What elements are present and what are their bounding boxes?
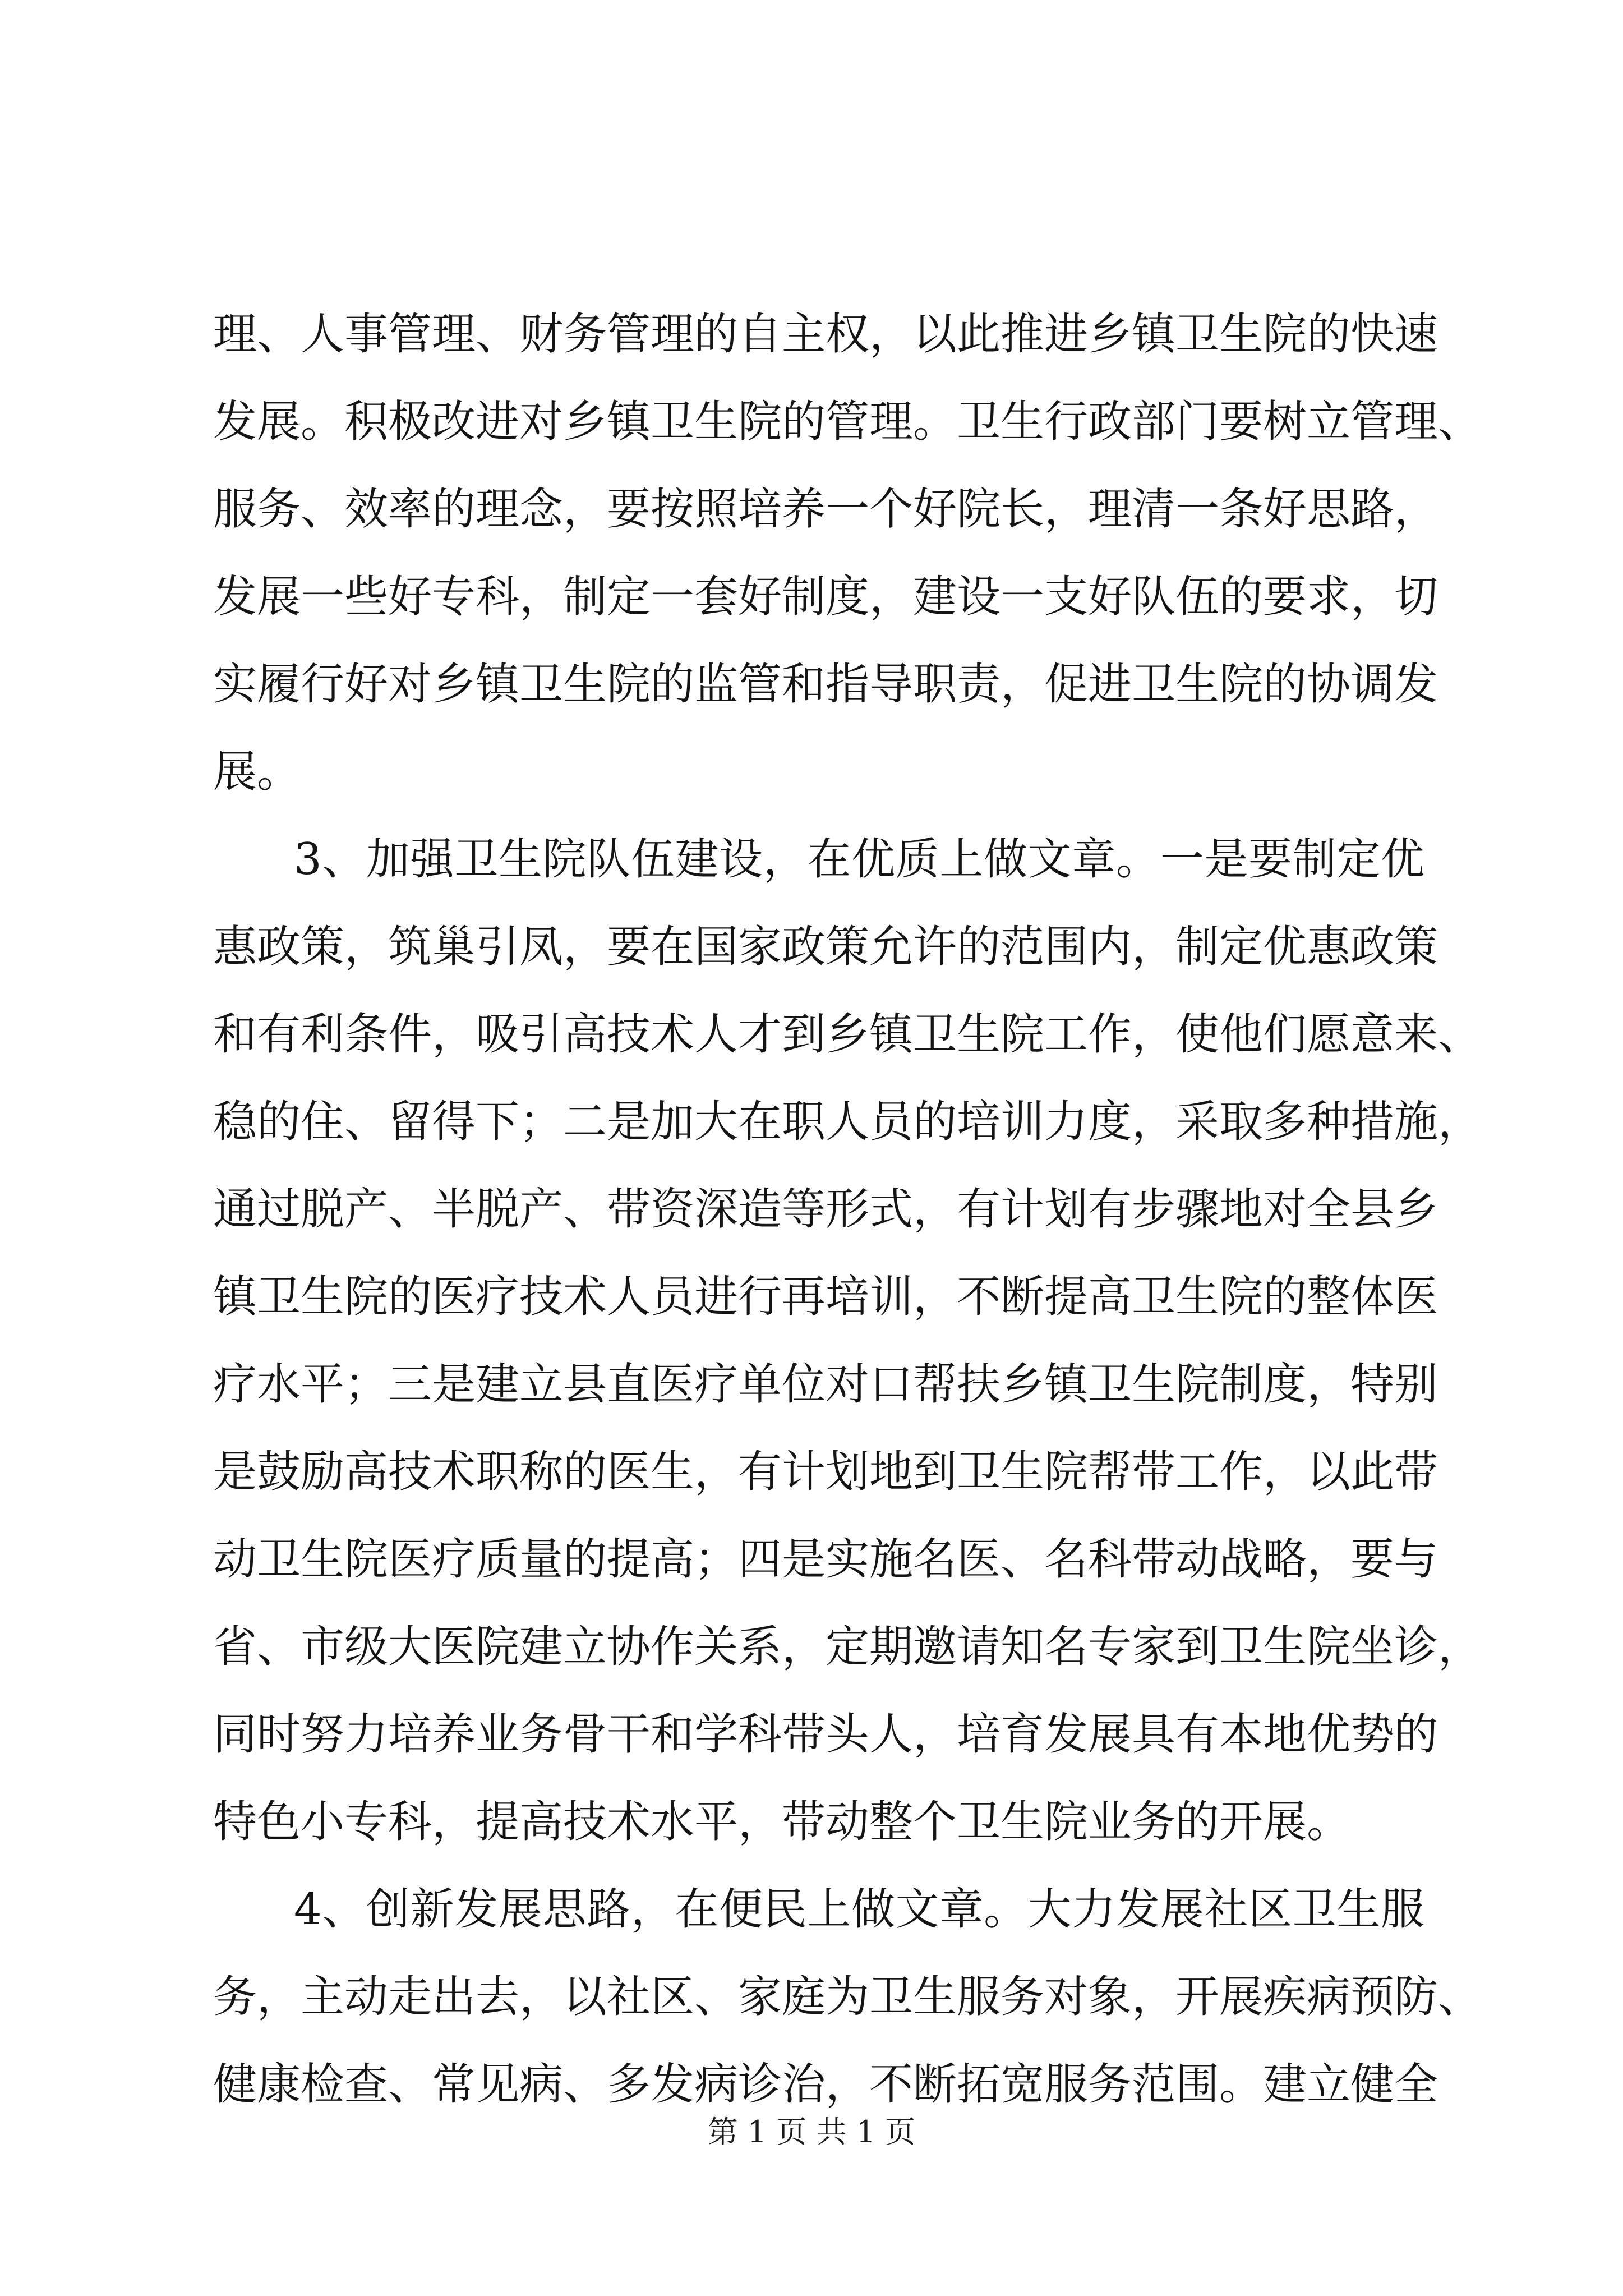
text-line: 服务、效率的理念，要按照培养一个好院长，理清一条好思路， [213, 484, 1438, 535]
text-line: 稳的住、留得下；二是加大在职人员的培训力度，采取多种措施， [213, 1097, 1482, 1147]
text-line: 动卫生院医疗质量的提高；四是实施名医、名科带动战略，要与 [213, 1534, 1438, 1585]
text-line: 务，主动走出去，以社区、家庭为卫生服务对象，开展疾病预防、 [213, 1972, 1482, 2022]
text-line: 省、市级大医院建立协作关系，定期邀请知名专家到卫生院坐诊， [213, 1622, 1482, 1672]
text-line: 通过脱产、半脱产、带资深造等形式，有计划有步骤地对全县乡 [213, 1184, 1438, 1235]
text-line: 发展。积极改进对乡镇卫生院的管理。卫生行政部门要树立管理、 [213, 397, 1482, 447]
paragraph-first-line: 4、创新发展思路，在便民上做文章。大力发展社区卫生服 [294, 1884, 1424, 1935]
text-line: 健康检查、常见病、多发病诊治，不断拓宽服务范围。建立健全 [213, 2059, 1438, 2110]
text-line: 发展一些好专科，制定一套好制度，建设一支好队伍的要求，切 [213, 572, 1438, 622]
text-line: 同时努力培养业务骨干和学科带头人，培育发展具有本地优势的 [213, 1709, 1438, 1760]
text-line: 理、人事管理、财务管理的自主权，以此推进乡镇卫生院的快速 [213, 309, 1438, 360]
page-footer: 第 1 页 共 1 页 [707, 2114, 916, 2150]
text-line: 特色小专科，提高技术水平，带动整个卫生院业务的开展。 [213, 1797, 1351, 1847]
text-line: 镇卫生院的医疗技术人员进行再培训，不断提高卫生院的整体医 [213, 1272, 1438, 1322]
text-line: 和有利条件，吸引高技术人才到乡镇卫生院工作，使他们愿意来、 [213, 1009, 1482, 1060]
text-line: 展。 [213, 747, 301, 797]
text-line: 疗水平；三是建立县直医疗单位对口帮扶乡镇卫生院制度，特别 [213, 1359, 1438, 1410]
document-body [213, 291, 1482, 2128]
paragraph-first-line: 3、加强卫生院队伍建设，在优质上做文章。一是要制定优 [294, 834, 1424, 885]
text-line: 是鼓励高技术职称的医生，有计划地到卫生院帮带工作，以此带 [213, 1447, 1438, 1497]
text-line: 惠政策，筑巢引凤，要在国家政策允许的范围内，制定优惠政策 [213, 922, 1438, 972]
text-line: 实履行好对乡镇卫生院的监管和指导职责，促进卫生院的协调发 [213, 659, 1438, 710]
